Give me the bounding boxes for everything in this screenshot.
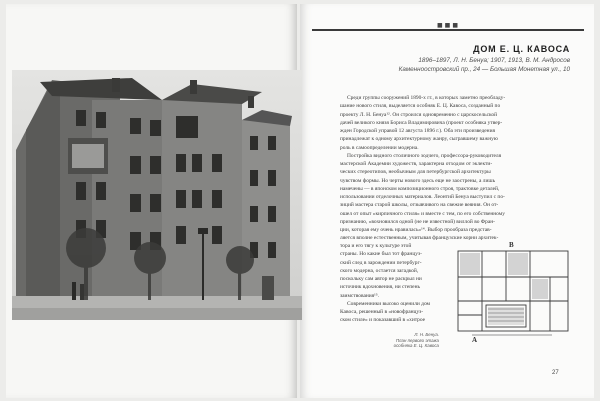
page-number: 27 (552, 370, 559, 376)
body-line: проекту Л. Н. Бенуа¹². Он строился одновременно с царскосельской (340, 111, 498, 118)
body-line: жден Городской управой 12 августа 1896 г.). Оба эти произведения (340, 128, 496, 134)
body-line: заимствования¹⁵. (340, 292, 380, 299)
body-line: дачей великого князя Бориса Владимировича (проект особняка утвер- (340, 119, 503, 126)
body-line: страны. Но какие был тот француз- (340, 251, 422, 258)
body-line: зиций мастера старой школы, отзывчивого на свежие веяния. Он от- (340, 202, 499, 209)
body-line: тора и его тягу к культуре этой (340, 243, 412, 249)
body-line: Современники высоко оценили дом (347, 300, 431, 307)
body-line: шание нового стиля, выделяется особняк Е. Ц. Кавоса, созданный по (340, 103, 501, 110)
plan-caption (383, 332, 439, 349)
body-text (340, 94, 573, 243)
header-rule (312, 29, 584, 31)
meta-address: Каменноостровский пр., 24 — Большая Монетная ул., 10 (398, 65, 570, 73)
body-line: Среди группы сооружений 1890-х гг., в которых заметно преобладу- (347, 95, 506, 101)
page-title: ДОМ Е. Ц. КАВОСА (473, 44, 570, 54)
body-line: ческих стереотипов, необычным для петербургской архитектуры (340, 169, 491, 176)
plan-label-bottom: А (472, 336, 478, 343)
body-line: ляется вполне естественным, учитывая французские корни архитек- (340, 235, 499, 242)
body-line: ошел от опыт «кирпичного стиля» и вместе с тем, по его собственному (340, 210, 505, 217)
body-line: Кавоса, решенный в «новофранцуз- (340, 309, 424, 315)
building-photograph (12, 70, 302, 320)
body-line: поскольку сам автор не раскрыл ни (340, 276, 422, 282)
header-ornament: ■■■ (437, 22, 461, 29)
caption-line: особняка Е. Ц. Кавоса (393, 343, 439, 349)
caption-line: Л. Н. Бенуа. (414, 332, 439, 337)
body-line: использовании отделочных материалов. Леонтий Бенуа выступил с по- (340, 194, 505, 200)
body-line: намечены — в японском композиционного строя, трактовке деталей, (340, 185, 500, 192)
plan-label-top: В (509, 241, 514, 249)
body-line: ском стиле» и показавший в «хитрое (340, 317, 426, 324)
floor-plan-drawing (452, 239, 572, 343)
body-line: ции, которая ему очень нравилась»¹⁴. Выбор прообраза представ- (340, 227, 492, 233)
building-meta (300, 57, 570, 75)
body-line: мастерской Академии художеств, характерна отходом от эклекти- (340, 161, 493, 167)
body-line: принадлежат к одному архитектурному жанру, сыгравшему важную (340, 136, 498, 143)
body-line: признанию, «вохновился одной (не не известной) виллой во Фран- (340, 218, 495, 225)
body-line: чувством формы. Но черты нового здесь еще не заострены, а лишь (340, 177, 496, 184)
caption-line: План первого этажа (395, 337, 439, 343)
body-line: роль в самоопределении модерна. (340, 144, 419, 151)
body-text-narrow (340, 242, 446, 325)
body-line: Постройка видного столичного зодчего, профессора-руководителя (347, 152, 502, 159)
body-line: ского модерна, остается загадкой, (340, 267, 419, 274)
body-line: ский след в зарождении петербург- (340, 259, 422, 266)
body-line: источник вдохновения, ни степень (340, 284, 420, 291)
meta-dates: 1896–1897, Л. Н. Бенуа; 1907, 1913, В. М. Андросов (418, 57, 570, 64)
